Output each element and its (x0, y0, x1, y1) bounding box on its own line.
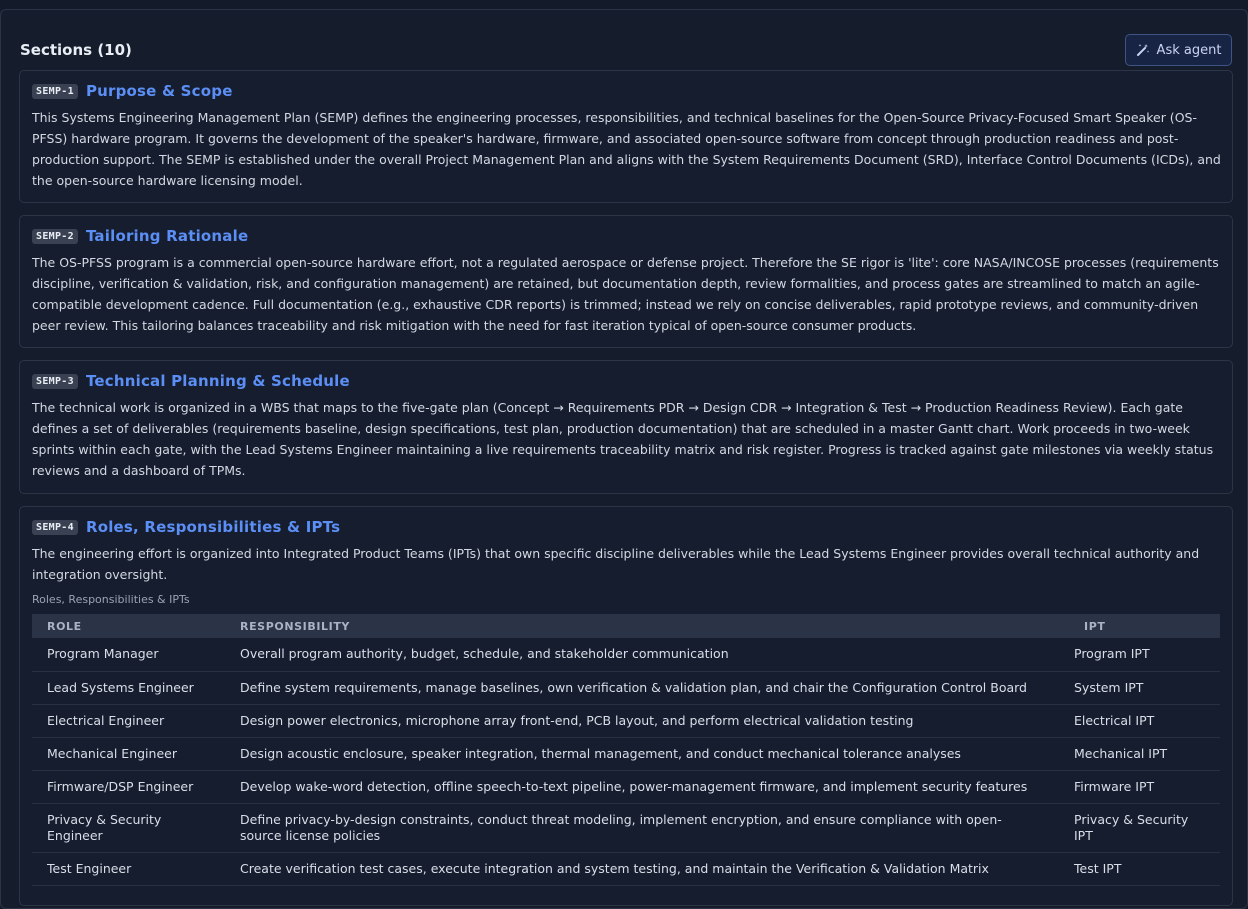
section-code: SEMP-3 (32, 374, 78, 389)
section-card-semp-2 (19, 215, 1233, 348)
column-header-ipt: IPT (1084, 619, 1106, 633)
role-cell: Program Manager (32, 638, 232, 671)
section-title[interactable]: Purpose & Scope (85, 82, 233, 100)
section-title[interactable]: Tailoring Rationale (85, 227, 249, 245)
responsibility-cell: Define privacy-by-design constraints, conduct threat modeling, implement encryption, and ensure compliance with open-source license policies (232, 803, 1069, 852)
responsibility-cell: Develop wake-word detection, offline speech-to-text pipeline, power-management firmware, and implement security features (232, 770, 1069, 803)
magic-wand-icon (1136, 43, 1150, 57)
section-code: SEMP-4 (32, 520, 78, 535)
ipt-cell: Test IPT (1069, 852, 1220, 885)
responsibility-cell: Create verification test cases, execute integration and system testing, and maintain the Verification & Validation Matrix (232, 852, 1069, 885)
table-row (32, 638, 1220, 671)
table-header-row (32, 614, 1220, 638)
table-row (32, 671, 1220, 704)
ipt-cell: Electrical IPT (1069, 704, 1220, 737)
ipt-cell: Firmware IPT (1069, 770, 1220, 803)
responsibility-cell: Design acoustic enclosure, speaker integration, thermal management, and conduct mechanical tolerance analyses (232, 737, 1069, 770)
section-card-semp-3 (19, 360, 1233, 494)
responsibility-cell: Design power electronics, microphone array front-end, PCB layout, and perform electrical validation testing (232, 704, 1069, 737)
table-row (32, 803, 1220, 852)
table-row (32, 770, 1220, 803)
section-code: SEMP-1 (32, 84, 78, 99)
responsibility-cell: Define system requirements, manage baselines, own verification & validation plan, and chair the Configuration Control Board (232, 671, 1069, 704)
section-body: The OS-PFSS program is a commercial open-source hardware effort, not a regulated aerospace or defense project. Therefore the SE rigor is 'lite': core NASA/INCOSE processes (requirements discipline, verification & validation, risk, and configuration management) are retained, but documentation depth, review formalities, and process gates are streamlined to match an agile-compatible development cadence. Full documentation (e.g., exhaustive CDR reports) is trimmed; instead we rely on concise deliverables, rapid prototype reviews, and community-driven peer review. This tailoring balances traceability and risk mitigation with the need for fast iteration typical of open-source consumer products. (32, 255, 1219, 333)
sections-title: Sections (10) (20, 41, 132, 59)
role-cell: Privacy & Security Engineer (32, 803, 232, 852)
table-row (32, 704, 1220, 737)
ipt-cell: Program IPT (1069, 638, 1220, 671)
section-body: The engineering effort is organized into Integrated Product Teams (IPTs) that own specific discipline deliverables while the Lead Systems Engineer provides overall technical authority and integration oversight. (32, 546, 1200, 582)
ask-agent-button[interactable] (1125, 34, 1232, 66)
sections-header (20, 34, 1232, 68)
section-code: SEMP-2 (32, 229, 78, 244)
column-header-role: ROLE (47, 619, 82, 633)
ask-agent-label: Ask agent (1156, 42, 1222, 58)
ipt-cell: Privacy & Security IPT (1069, 803, 1220, 852)
section-card-semp-4 (19, 506, 1233, 906)
role-cell: Mechanical Engineer (32, 737, 232, 770)
section-body: The technical work is organized in a WBS that maps to the five-gate plan (Concept → Requirements PDR → Design CDR → Integration & Test → Production Readiness Review). Each gate defines a set of deliverables (requirements baseline, design specifications, test plan, production documentation) that are scheduled in a master Gantt chart. Work proceeds in two-week sprints within each gate, with the Lead Systems Engineer maintaining a live requirements traceability matrix and risk register. Progress is tracked against gate milestones via weekly status reviews and a dashboard of TPMs. (32, 400, 1214, 478)
section-card-semp-1 (19, 70, 1233, 203)
table-caption: Roles, Responsibilities & IPTs (32, 593, 190, 606)
column-header-responsibility: RESPONSIBILITY (240, 619, 350, 633)
section-title[interactable]: Roles, Responsibilities & IPTs (85, 518, 341, 536)
section-title[interactable]: Technical Planning & Schedule (85, 372, 350, 390)
ipt-cell: Mechanical IPT (1069, 737, 1220, 770)
table-row (32, 852, 1220, 885)
role-cell: Electrical Engineer (32, 704, 232, 737)
responsibility-cell: Overall program authority, budget, schedule, and stakeholder communication (232, 638, 1069, 671)
role-cell: Lead Systems Engineer (32, 671, 232, 704)
role-cell: Firmware/DSP Engineer (32, 770, 232, 803)
ipt-cell: System IPT (1069, 671, 1220, 704)
table-row (32, 737, 1220, 770)
section-body: This Systems Engineering Management Plan (SEMP) defines the engineering processes, responsibilities, and technical baselines for the Open-Source Privacy-Focused Smart Speaker (OS-PFSS) hardware program. It governs the development of the speaker's hardware, firmware, and associated open-source software from concept through production readiness and post-production support. The SEMP is established under the overall Project Management Plan and aligns with the System Requirements Document (SRD), Interface Control Documents (ICDs), and the open-source hardware licensing model. (32, 110, 1221, 188)
roles-table (32, 614, 1220, 886)
role-cell: Test Engineer (32, 852, 232, 885)
